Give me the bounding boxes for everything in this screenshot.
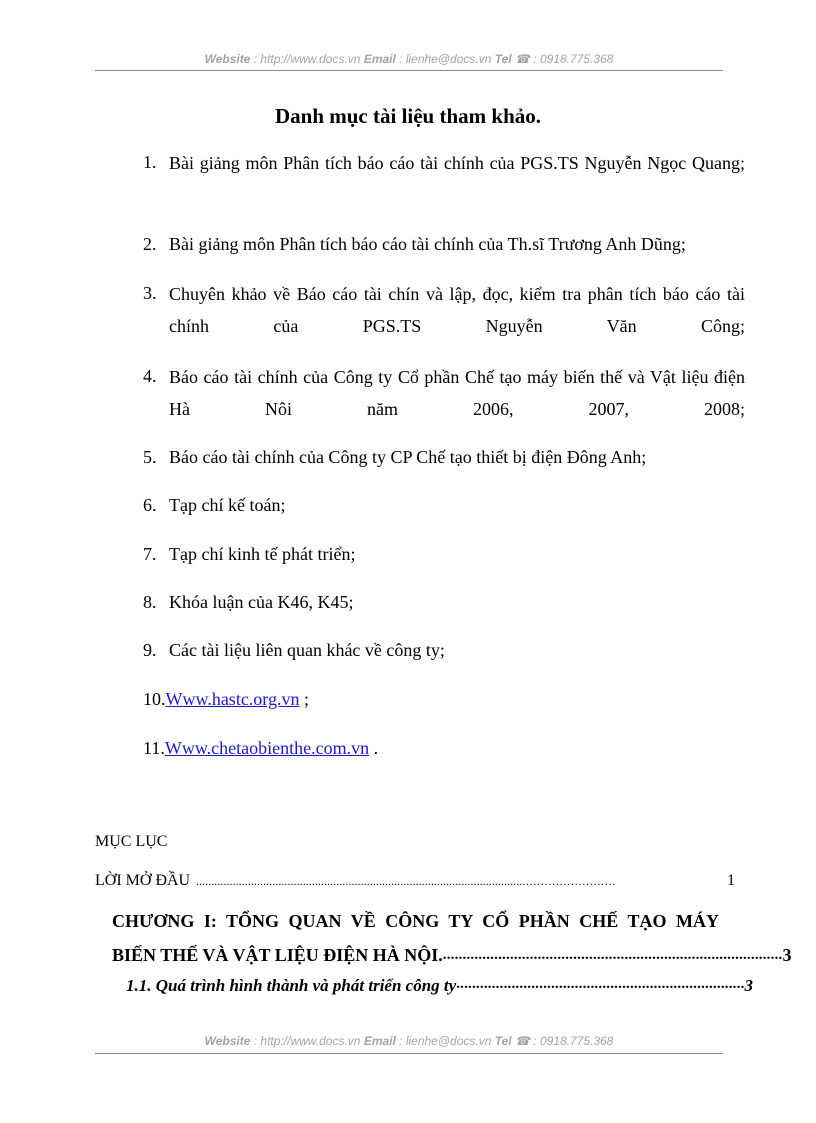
phone-icon: ☎	[514, 52, 530, 66]
toc-chapter-title-cont: BIẾN THẾ VÀ VẬT LIỆU ĐIỆN HÀ NỘI.	[112, 945, 443, 965]
phone-icon: ☎	[514, 1034, 530, 1048]
reference-item: 10.Www.hastc.org.vn ;	[143, 689, 309, 709]
toc-section-title: 1.1. Quá trình hình thành và phát triển công ty	[126, 976, 457, 995]
toc-entry-intro[interactable]	[95, 872, 735, 890]
footer-divider	[95, 1053, 723, 1054]
toc-section-entry[interactable]	[126, 976, 754, 996]
reference-item: 7. Tạp chí kinh tế phát triển;	[143, 544, 356, 564]
toc-intro-label: LỜI MỞ ĐẦU	[95, 872, 191, 889]
hastc-link[interactable]: Www.hastc.org.vn	[165, 689, 300, 709]
reference-item: 8. Khóa luận của K46, K45;	[143, 592, 354, 612]
footer-email-label: Email	[363, 1034, 396, 1048]
toc-page-number: 3	[744, 976, 754, 995]
header-email: : lienhe@docs.vn	[395, 52, 495, 66]
footer-email: : lienhe@docs.vn	[395, 1034, 495, 1048]
header-email-label: Email	[363, 52, 396, 66]
reference-item: 11.Www.chetaobienthe.com.vn .	[143, 738, 379, 758]
page-footer	[95, 1034, 723, 1048]
toc-page-number: 3	[782, 945, 792, 965]
toc-chapter-title[interactable]: CHƯƠNG I: TỔNG QUAN VỀ CÔNG TY CỔ PHẦN CHẾ TẠO MÁY	[112, 911, 719, 931]
reference-item: 6. Tạp chí kế toán;	[143, 495, 286, 515]
header-website: : http://www.docs.vn	[250, 52, 364, 66]
reference-item: 1. Bài giảng môn Phân tích báo cáo tài chính của PGS.TS Nguyễn Ngọc Quang;	[143, 152, 745, 173]
header-tel-label: Tel	[494, 52, 512, 66]
toc-heading: MỤC LỤC	[95, 833, 168, 850]
footer-tel-label: Tel	[494, 1034, 512, 1048]
toc-page-number: 1	[727, 872, 735, 889]
page-header	[95, 52, 723, 66]
toc-leader: .........................................................................	[456, 976, 745, 992]
toc-leader: ............................................................................................................……………………	[196, 876, 616, 888]
reference-item: 4. Báo cáo tài chính của Công ty Cổ phần Chế tạo máy biến thế và Vật liệu điện Hà Nôi năm 2006, 2007, 2008;	[143, 366, 745, 419]
page-title: Danh mục tài liệu tham khảo.	[274, 104, 542, 128]
toc-leader: ......................................................................................	[442, 947, 783, 963]
footer-tel: : 0918.775.368	[529, 1034, 614, 1048]
header-divider	[95, 70, 723, 71]
footer-website: : http://www.docs.vn	[250, 1034, 364, 1048]
reference-item: 9. Các tài liệu liên quan khác về công ty;	[143, 640, 445, 660]
footer-website-label: Website	[204, 1034, 251, 1048]
reference-item: 5. Báo cáo tài chính của Công ty CP Chế tạo thiết bị điện Đông Anh;	[143, 447, 647, 467]
header-website-label: Website	[204, 52, 251, 66]
toc-chapter-entry[interactable]	[112, 938, 792, 972]
reference-item: 2. Bài giảng môn Phân tích báo cáo tài chính của Th.sĩ Trương Anh Dũng;	[143, 234, 686, 254]
header-tel: : 0918.775.368	[529, 52, 614, 66]
chetaobienthe-link[interactable]: Www.chetaobienthe.com.vn	[164, 738, 370, 758]
reference-item: 3. Chuyên khảo về Báo cáo tài chín và lập, đọc, kiểm tra phân tích báo cáo tài chính của PGS.TS Nguyễn Văn Công;	[143, 283, 745, 336]
